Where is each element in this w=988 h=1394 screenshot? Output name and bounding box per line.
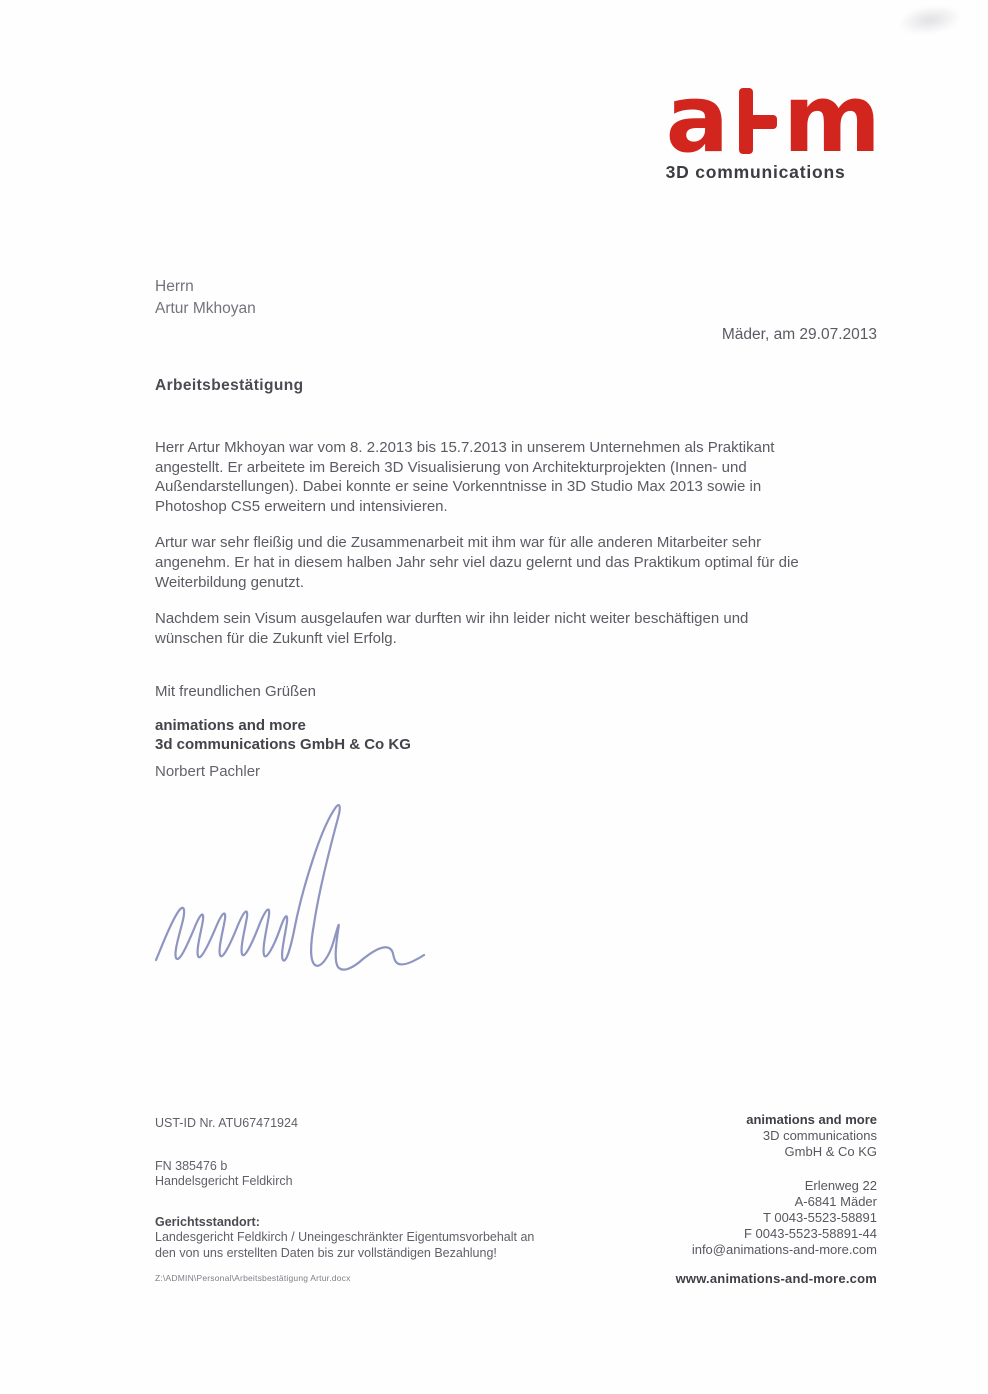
body-line: Nachdem sein Visum ausgelaufen war durften wir ihn leider nicht weiter beschäftigen und xyxy=(155,610,749,628)
body-line: Weiterbildung genutzt. xyxy=(155,573,304,591)
footer-phone: T 0043-5523-58891 xyxy=(763,1210,877,1225)
handwritten-signature xyxy=(148,798,443,993)
scan-artifact xyxy=(896,2,963,39)
plus-icon xyxy=(735,88,777,154)
footer-legal xyxy=(155,1116,534,1287)
signer-name: Norbert Pachler xyxy=(155,763,261,780)
closing-company-line2: 3d communications GmbH & Co KG xyxy=(155,736,411,753)
uid-number: UST-ID Nr. ATU67471924 xyxy=(155,1116,298,1130)
footer-city: A-6841 Mäder xyxy=(794,1194,877,1209)
footer-company-line3: GmbH & Co KG xyxy=(784,1144,877,1159)
recipient-salutation: Herrn xyxy=(155,278,194,295)
file-path-note: Z:\ADMIN\Personal\Arbeitsbestätigung Artur.docx xyxy=(155,1273,351,1283)
court-name: Handelsgericht Feldkirch xyxy=(155,1174,293,1188)
closing-salutation: Mit freundlichen Grüßen xyxy=(155,683,316,700)
footer-contact xyxy=(676,1112,877,1287)
footer-email: info@animations-and-more.com xyxy=(691,1242,877,1257)
logo-letter-a: a xyxy=(665,65,726,174)
fn-number: FN 385476 b xyxy=(155,1158,228,1173)
closing-company-line1: animations and more xyxy=(155,717,306,734)
letter-body xyxy=(155,438,900,665)
footer-company-line2: 3D communications xyxy=(762,1128,877,1143)
body-line: Photoshop CS5 erweitern und intensivieren. xyxy=(155,497,448,515)
footer-street: Erlenweg 22 xyxy=(804,1178,877,1193)
logo-letter-m: m xyxy=(783,65,877,174)
body-line: Herr Artur Mkhoyan war vom 8. 2.2013 bis 15.7.2013 in unserem Unternehmen als Praktikant xyxy=(155,439,775,456)
body-line: Artur war sehr fleißig und die Zusammenarbeit mit ihm war für alle anderen Mitarbeiter sehr xyxy=(155,534,762,552)
jurisdiction-title: Gerichtsstandort: xyxy=(155,1214,260,1229)
subject-line: Arbeitsbestätigung xyxy=(155,377,304,394)
jurisdiction-line: den von uns erstellten Daten bis zur vollständigen Bezahlung! xyxy=(155,1245,497,1260)
body-line: wünschen für die Zukunft viel Erfolg. xyxy=(155,629,397,647)
footer-website: www.animations-and-more.com xyxy=(675,1271,877,1286)
company-logo xyxy=(665,65,877,183)
body-line: angenehm. Er hat in diesem halben Jahr sehr viel dazu gelernt und das Praktikum optimal für die xyxy=(155,553,799,571)
recipient-address xyxy=(155,276,256,319)
logo-subtitle: 3D communications xyxy=(665,162,846,182)
body-line: angestellt. Er arbeitete im Bereich 3D Visualisierung von Architekturprojekten (Innen- und xyxy=(155,458,747,476)
footer-company-name: animations and more xyxy=(746,1112,877,1127)
body-line: Außendarstellungen). Dabei konnte er seine Vorkenntnisse in 3D Studio Max 2013 sowie in xyxy=(155,478,762,496)
recipient-name: Artur Mkhoyan xyxy=(155,299,256,317)
paragraph-1 xyxy=(155,438,900,516)
paragraph-3 xyxy=(155,609,900,648)
date-line: Mäder, am 29.07.2013 xyxy=(721,326,877,343)
closing-company xyxy=(155,716,411,754)
jurisdiction-line: Landesgericht Feldkirch / Uneingeschränkter Eigentumsvorbehalt an xyxy=(155,1230,535,1244)
footer-fax: F 0043-5523-58891-44 xyxy=(744,1226,877,1241)
paragraph-2 xyxy=(155,533,900,592)
